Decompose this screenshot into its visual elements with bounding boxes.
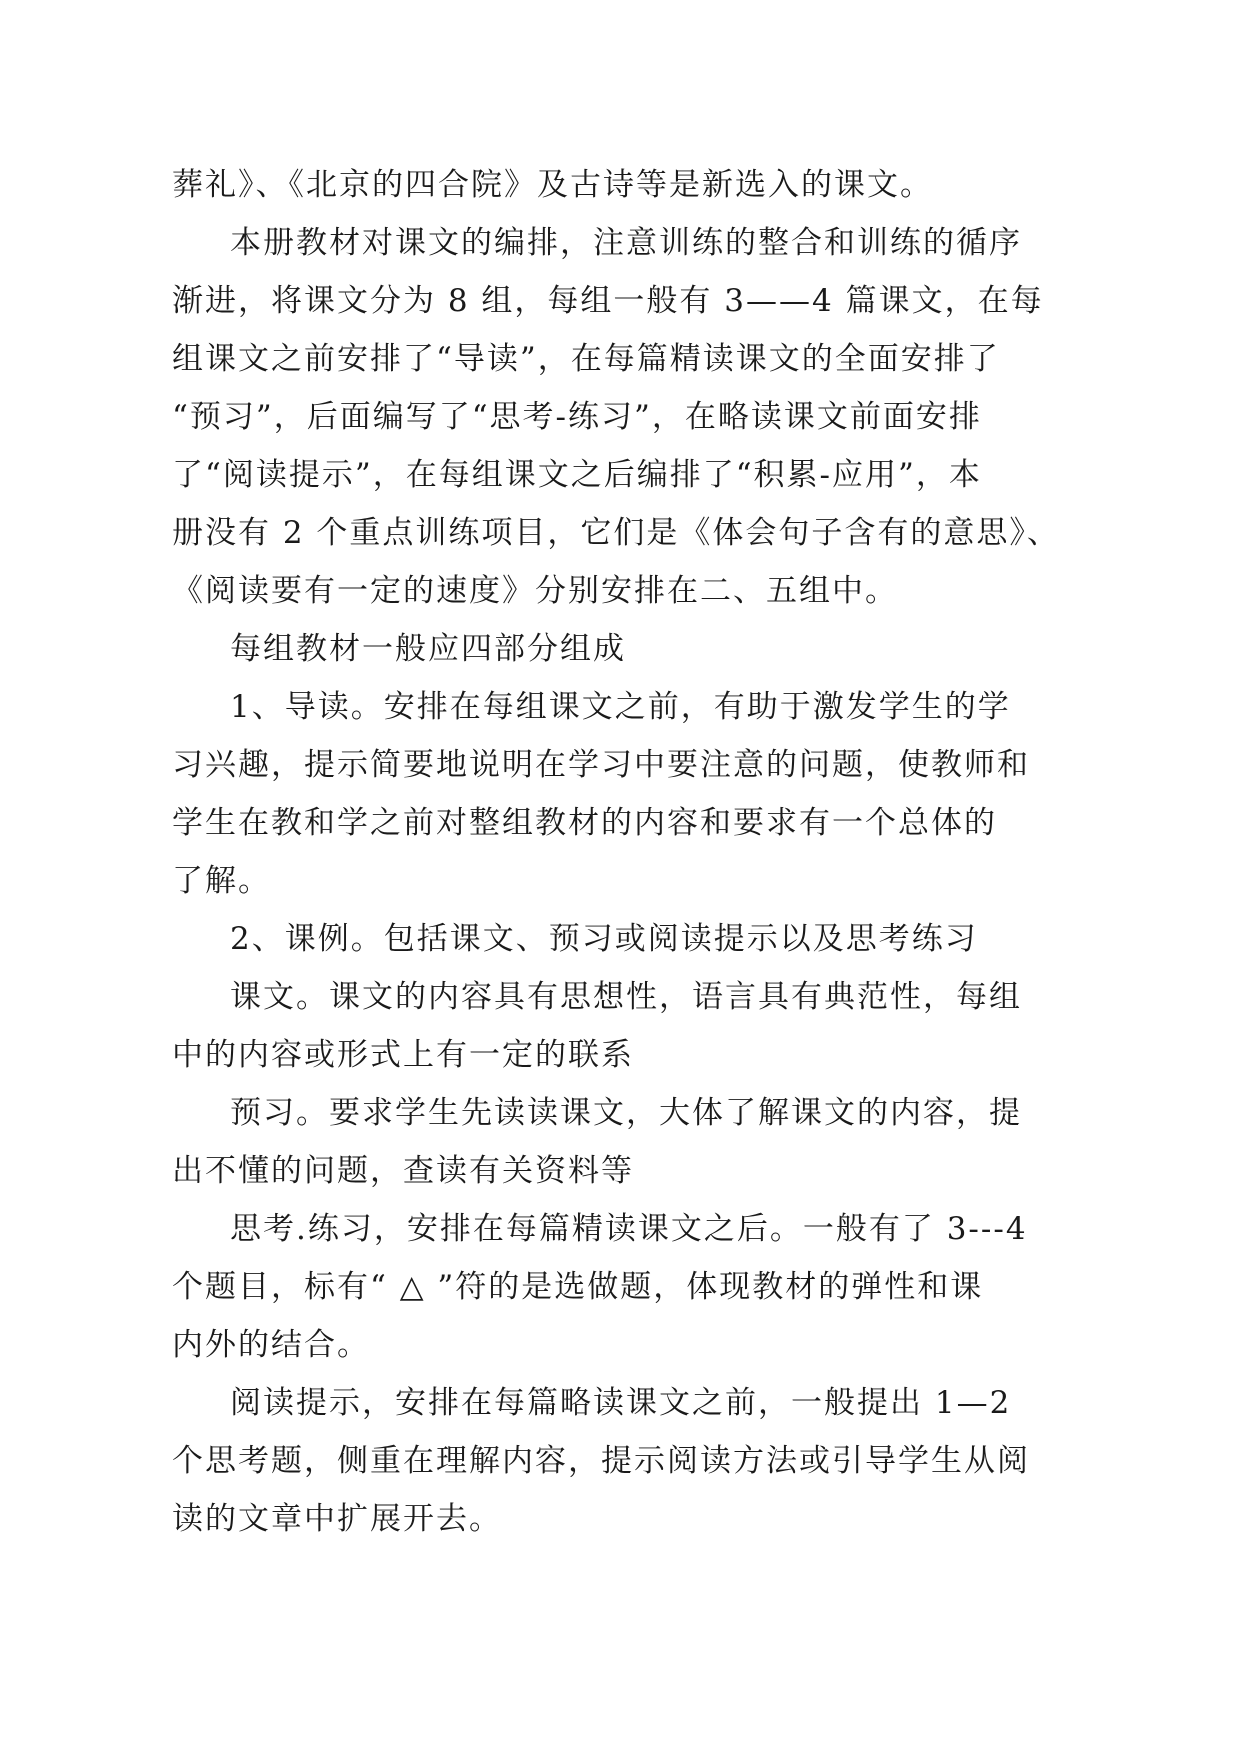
text-line: 思考.练习，安排在每篇精读课文之后。一般有了 3---4: [230, 1211, 1028, 1247]
text-line: 每组教材一般应四部分组成: [230, 631, 626, 667]
text-line: 习兴趣，提示简要地说明在学习中要注意的问题，使教师和: [172, 747, 1030, 783]
text-line: 个题目，标有“ △ ”符的是选做题，体现教材的弹性和课: [172, 1269, 984, 1305]
text-line: 了解。: [172, 863, 271, 899]
text-line: 学生在教和学之前对整组教材的内容和要求有一个总体的: [172, 805, 997, 841]
text-line: “预习”，后面编写了“思考-练习”，在略读课文前面安排: [172, 399, 982, 435]
text-line: 内外的结合。: [172, 1327, 370, 1363]
text-line: 册没有 2 个重点训练项目，它们是《体会句子含有的意思》、: [172, 515, 1060, 551]
text-line: 课文。课文的内容具有思想性，语言具有典范性，每组: [230, 979, 1022, 1015]
text-line: 中的内容或形式上有一定的联系: [172, 1037, 634, 1073]
text-line: 《阅读要有一定的速度》分别安排在二、五组中。: [172, 573, 898, 609]
text-line: 1、导读。安排在每组课文之前，有助于激发学生的学: [230, 689, 1011, 725]
text-line: 葬礼》、《北京的四合院》及古诗等是新选入的课文。: [172, 167, 933, 203]
text-line: 个思考题，侧重在理解内容，提示阅读方法或引导学生从阅: [172, 1443, 1030, 1479]
text-line: 读的文章中扩展开去。: [172, 1501, 502, 1537]
text-line: 组课文之前安排了“导读”，在每篇精读课文的全面安排了: [172, 341, 1000, 377]
text-line: 本册教材对课文的编排，注意训练的整合和训练的循序: [230, 225, 1022, 261]
text-line: 阅读提示，安排在每篇略读课文之前，一般提出 1—2: [230, 1385, 1012, 1421]
text-line: 2、课例。包括课文、预习或阅读提示以及思考练习: [230, 921, 978, 957]
text-line: 预习。要求学生先读读课文，大体了解课文的内容，提: [230, 1095, 1022, 1131]
text-line: 了“阅读提示”，在每组课文之后编排了“积累-应用”，本: [172, 457, 982, 493]
text-line: 渐进，将课文分为 8 组，每组一般有 3——4 篇课文，在每: [172, 283, 1044, 319]
text-line: 出不懂的问题，查读有关资料等: [172, 1153, 634, 1189]
